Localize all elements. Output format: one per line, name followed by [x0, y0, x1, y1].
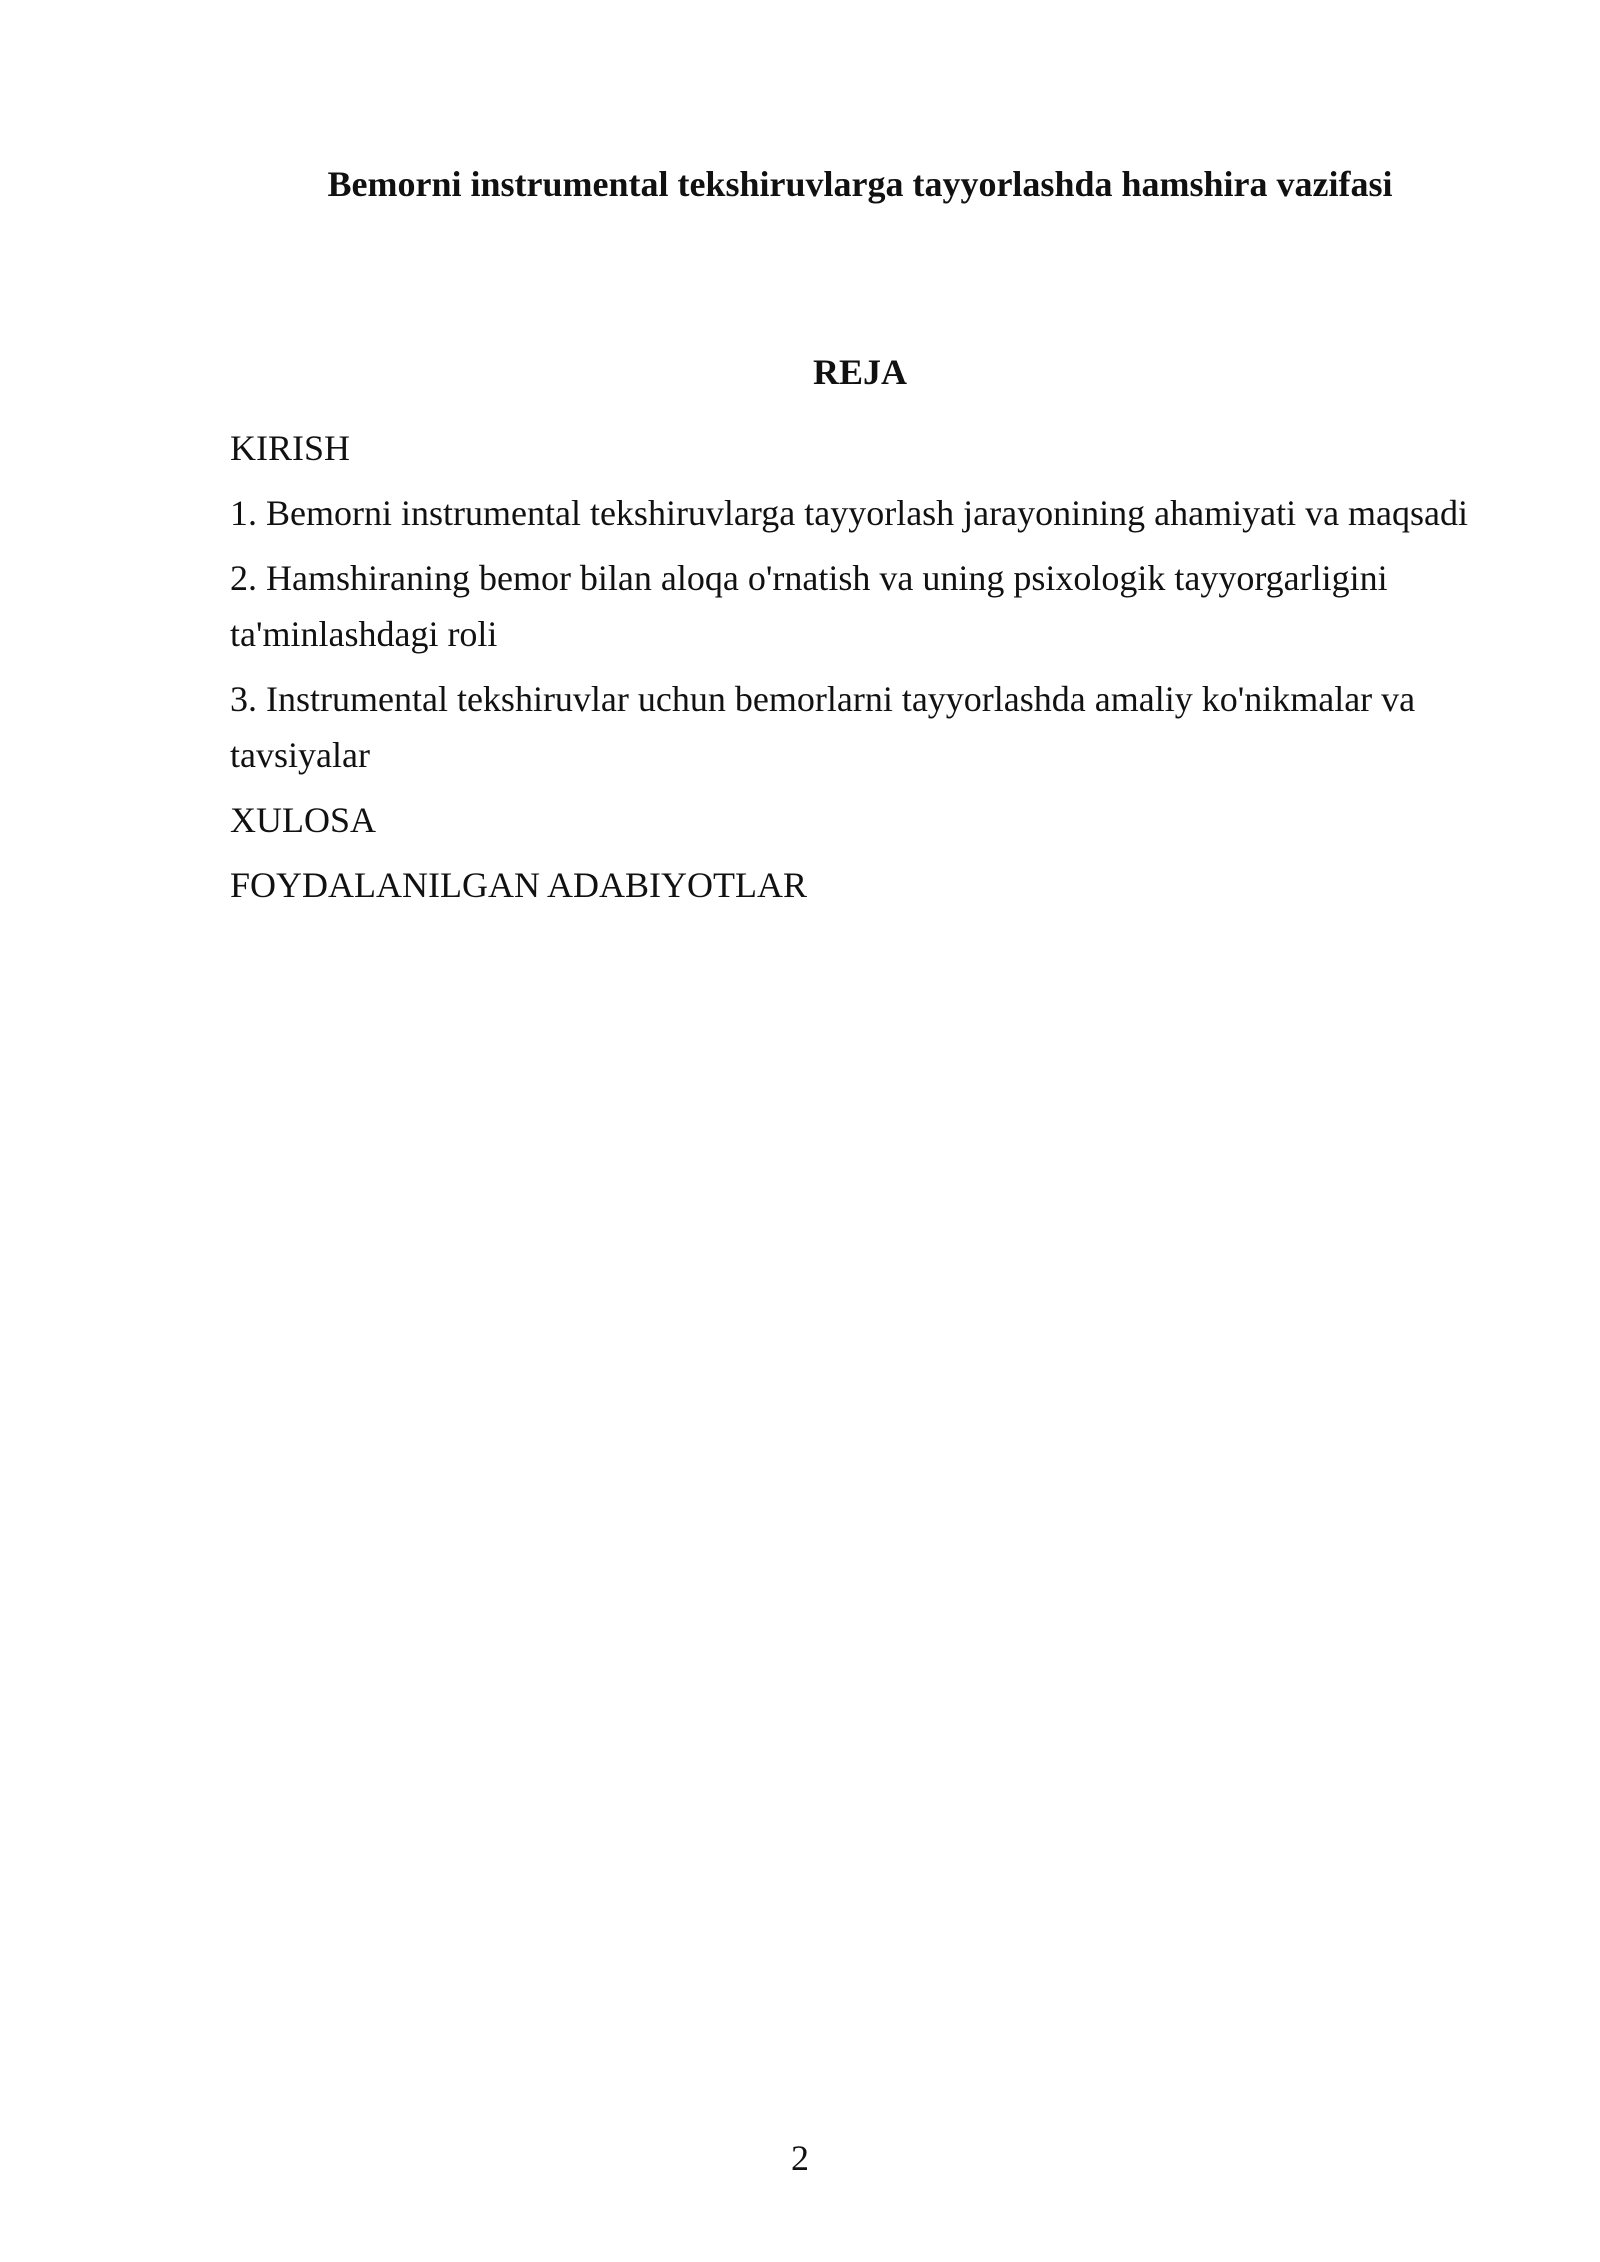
plan-item-3: 3. Instrumental tekshiruvlar uchun bemorlarni tayyorlashda amaliy ko'nikmalar va tavsiyalar [230, 679, 1416, 775]
plan-heading: REJA [812, 352, 907, 392]
plan-item-references: FOYDALANILGAN ADABIYOTLAR [230, 865, 807, 905]
page-number: 2 [791, 2138, 809, 2178]
document-title: Bemorni instrumental tekshiruvlarga tayyorlashda hamshira vazifasi [327, 164, 1393, 204]
plan-list [230, 420, 1490, 922]
plan-item-introduction: KIRISH [230, 428, 351, 468]
plan-item-2: 2. Hamshiraning bemor bilan aloqa o'rnatish va uning psixologik tayyorgarligini ta'minlashdagi roli [230, 558, 1388, 654]
plan-item-conclusion: XULOSA [230, 800, 377, 840]
plan-item-1: 1. Bemorni instrumental tekshiruvlarga tayyorlash jarayonining ahamiyati va maqsadi [230, 493, 1469, 533]
